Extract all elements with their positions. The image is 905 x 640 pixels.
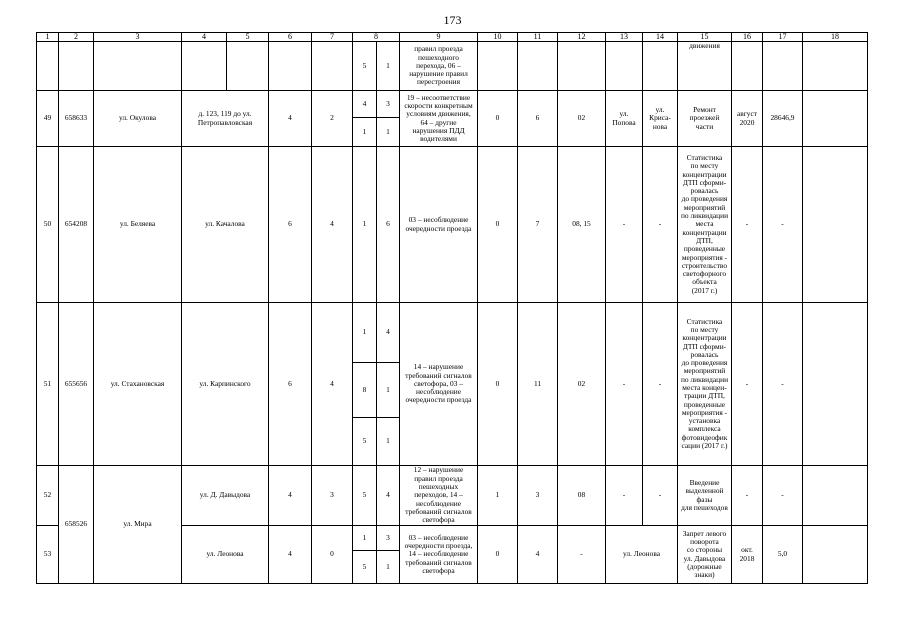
table-cell: 1	[353, 303, 377, 363]
street-section: ул. Качалова	[182, 147, 269, 303]
table-row	[37, 91, 868, 118]
header-cell: 3	[94, 33, 182, 42]
table-cell: 28646,9	[763, 91, 803, 147]
table-cell: ул. Попова	[606, 91, 643, 147]
header-row	[37, 33, 868, 42]
table-cell: 1	[377, 118, 400, 147]
table-row	[37, 466, 868, 526]
header-cell: 12	[558, 33, 606, 42]
row-number: 53	[37, 526, 59, 584]
table-cell: -	[763, 466, 803, 526]
table-cell: 0	[312, 526, 353, 584]
table-cell: 4	[353, 91, 377, 118]
table-cell: правил проезда пешеходного перехода, 06 – нарушение правил перестроения	[400, 42, 478, 91]
table-cell: 0	[478, 526, 518, 584]
table-cell	[803, 526, 868, 584]
header-cell: 4	[182, 33, 227, 42]
table-cell: -	[732, 147, 763, 303]
header-cell: 18	[803, 33, 868, 42]
table-row	[37, 303, 868, 363]
header-cell: 7	[312, 33, 353, 42]
header-cell: 14	[643, 33, 678, 42]
table-cell: движения	[678, 42, 732, 91]
table-cell: -	[558, 526, 606, 584]
table-cell: 3	[377, 526, 400, 551]
table-cell: 2	[312, 91, 353, 147]
table-cell: 1	[377, 551, 400, 584]
violation-cell: 12 – нарушение правил проезда пешеходных переходов, 14 – несоблюдение требований сигналов светофора	[400, 466, 478, 526]
table-cell: 4	[312, 303, 353, 466]
table-cell: -	[763, 147, 803, 303]
header-cell: 13	[606, 33, 643, 42]
table-cell: 02	[558, 91, 606, 147]
page-number: 173	[443, 13, 462, 27]
table-cell: 3	[377, 91, 400, 118]
table-cell: 4	[269, 91, 312, 147]
object-code: 654208	[59, 147, 94, 303]
table-cell: 08, 15	[558, 147, 606, 303]
street-section: ул. Карпинского	[182, 303, 269, 466]
table-cell: 7	[518, 147, 558, 303]
object-code: 655656	[59, 303, 94, 466]
table-cell: -	[763, 303, 803, 466]
street-name: ул. Мира	[94, 466, 182, 584]
street-name: ул. Окулова	[94, 91, 182, 147]
row-number: 51	[37, 303, 59, 466]
header-cell: 17	[763, 33, 803, 42]
table-cell: 5	[353, 551, 377, 584]
table-cell: 1	[478, 466, 518, 526]
row-number: 52	[37, 466, 59, 526]
table-cell: окт. 2018	[732, 526, 763, 584]
table-cell	[803, 303, 868, 466]
measures-cell: Введение выделенной фазы для пешеходов	[678, 466, 732, 526]
table-cell: 0	[478, 303, 518, 466]
table-cell	[803, 466, 868, 526]
table-cell: -	[606, 147, 643, 303]
table-cell: 4	[312, 147, 353, 303]
object-code: 658633	[59, 91, 94, 147]
violation-cell: 14 – нарушение требований сигналов светофора, 03 – несоблюдение очередности проезда	[400, 303, 478, 466]
table-cell: -	[606, 466, 643, 526]
table-cell: 0	[478, 91, 518, 147]
table-cell: -	[606, 303, 643, 466]
table-cell: ул. Леонова	[606, 526, 678, 584]
continuation-row	[37, 42, 868, 91]
table-cell: 4	[377, 303, 400, 363]
table-cell: -	[643, 303, 678, 466]
table-cell: 1	[377, 42, 400, 91]
report-table	[36, 32, 868, 584]
violation-cell: 03 – несоблюдение очередности проезда	[400, 147, 478, 303]
table-cell: -	[732, 303, 763, 466]
table-cell: 1	[377, 363, 400, 418]
table-cell: 08	[558, 466, 606, 526]
object-code: 658526	[59, 466, 94, 584]
header-cell: 10	[478, 33, 518, 42]
header-cell: 8	[353, 33, 400, 42]
street-section: ул. Леонова	[182, 526, 269, 584]
table-cell: 0	[478, 147, 518, 303]
table-cell: 6	[518, 91, 558, 147]
header-cell: 5	[227, 33, 269, 42]
table-cell: 5	[353, 418, 377, 466]
street-name: ул. Беляева	[94, 147, 182, 303]
table-cell: 6	[269, 147, 312, 303]
header-cell: 6	[269, 33, 312, 42]
table-cell: 11	[518, 303, 558, 466]
measures-cell: Запрет левого поворота со стороны ул. Давыдова (дорожные знаки)	[678, 526, 732, 584]
table-cell: 4	[269, 526, 312, 584]
table-cell: 1	[377, 418, 400, 466]
table-cell: 8	[353, 363, 377, 418]
table-cell: 5	[353, 42, 377, 91]
table-cell: 4	[518, 526, 558, 584]
table-cell	[803, 147, 868, 303]
table-cell: -	[643, 147, 678, 303]
header-cell: 11	[518, 33, 558, 42]
table-cell: ул. Криса- нова	[643, 91, 678, 147]
row-number: 49	[37, 91, 59, 147]
violation-cell: 03 – несоблюдение очередности проезда, 14 – несоблюдение требований сигналов светофора	[400, 526, 478, 584]
header-cell: 15	[678, 33, 732, 42]
table-cell: август 2020	[732, 91, 763, 147]
table-cell: 5	[353, 466, 377, 526]
header-cell: 2	[59, 33, 94, 42]
street-name: ул. Стахановская	[94, 303, 182, 466]
table-cell: 3	[518, 466, 558, 526]
table-row	[37, 147, 868, 303]
measures-cell: Статистика по месту концентрации ДТП сформи- ровалась до проведения мероприятий по ликвидации места концен- трации ДТП, проведенные мероприятия - установка комплекса фотовидеофик сации (2017 г.)	[678, 303, 732, 466]
table-cell: 6	[377, 147, 400, 303]
table-cell: 4	[377, 466, 400, 526]
table-cell: 02	[558, 303, 606, 466]
table-cell: 6	[269, 303, 312, 466]
table-cell: 1	[353, 147, 377, 303]
table-cell: -	[732, 466, 763, 526]
table-cell: -	[643, 466, 678, 526]
row-number: 50	[37, 147, 59, 303]
violation-cell: 19 – несоответствие скорости конкретным условиям движения, 64 – другие нарушения ПДД водителями	[400, 91, 478, 147]
header-cell: 1	[37, 33, 59, 42]
street-section: д. 123, 119 до ул. Петропавловская	[182, 91, 269, 147]
table-cell: 4	[269, 466, 312, 526]
header-cell: 9	[400, 33, 478, 42]
header-cell: 16	[732, 33, 763, 42]
table-cell: 1	[353, 118, 377, 147]
table-cell: 1	[353, 526, 377, 551]
table-cell	[803, 91, 868, 147]
measures-cell: Ремонт проезжей части	[678, 91, 732, 147]
table-cell: 3	[312, 466, 353, 526]
table-cell: 5,0	[763, 526, 803, 584]
measures-cell: Статистика по месту концентрации ДТП сформи- ровалась до проведения мероприятий по ликвидации места концентрации ДТП, проведенные мероприятия - строительство светофорного объекта (2017 г.)	[678, 147, 732, 303]
street-section: ул. Д. Давыдова	[182, 466, 269, 526]
